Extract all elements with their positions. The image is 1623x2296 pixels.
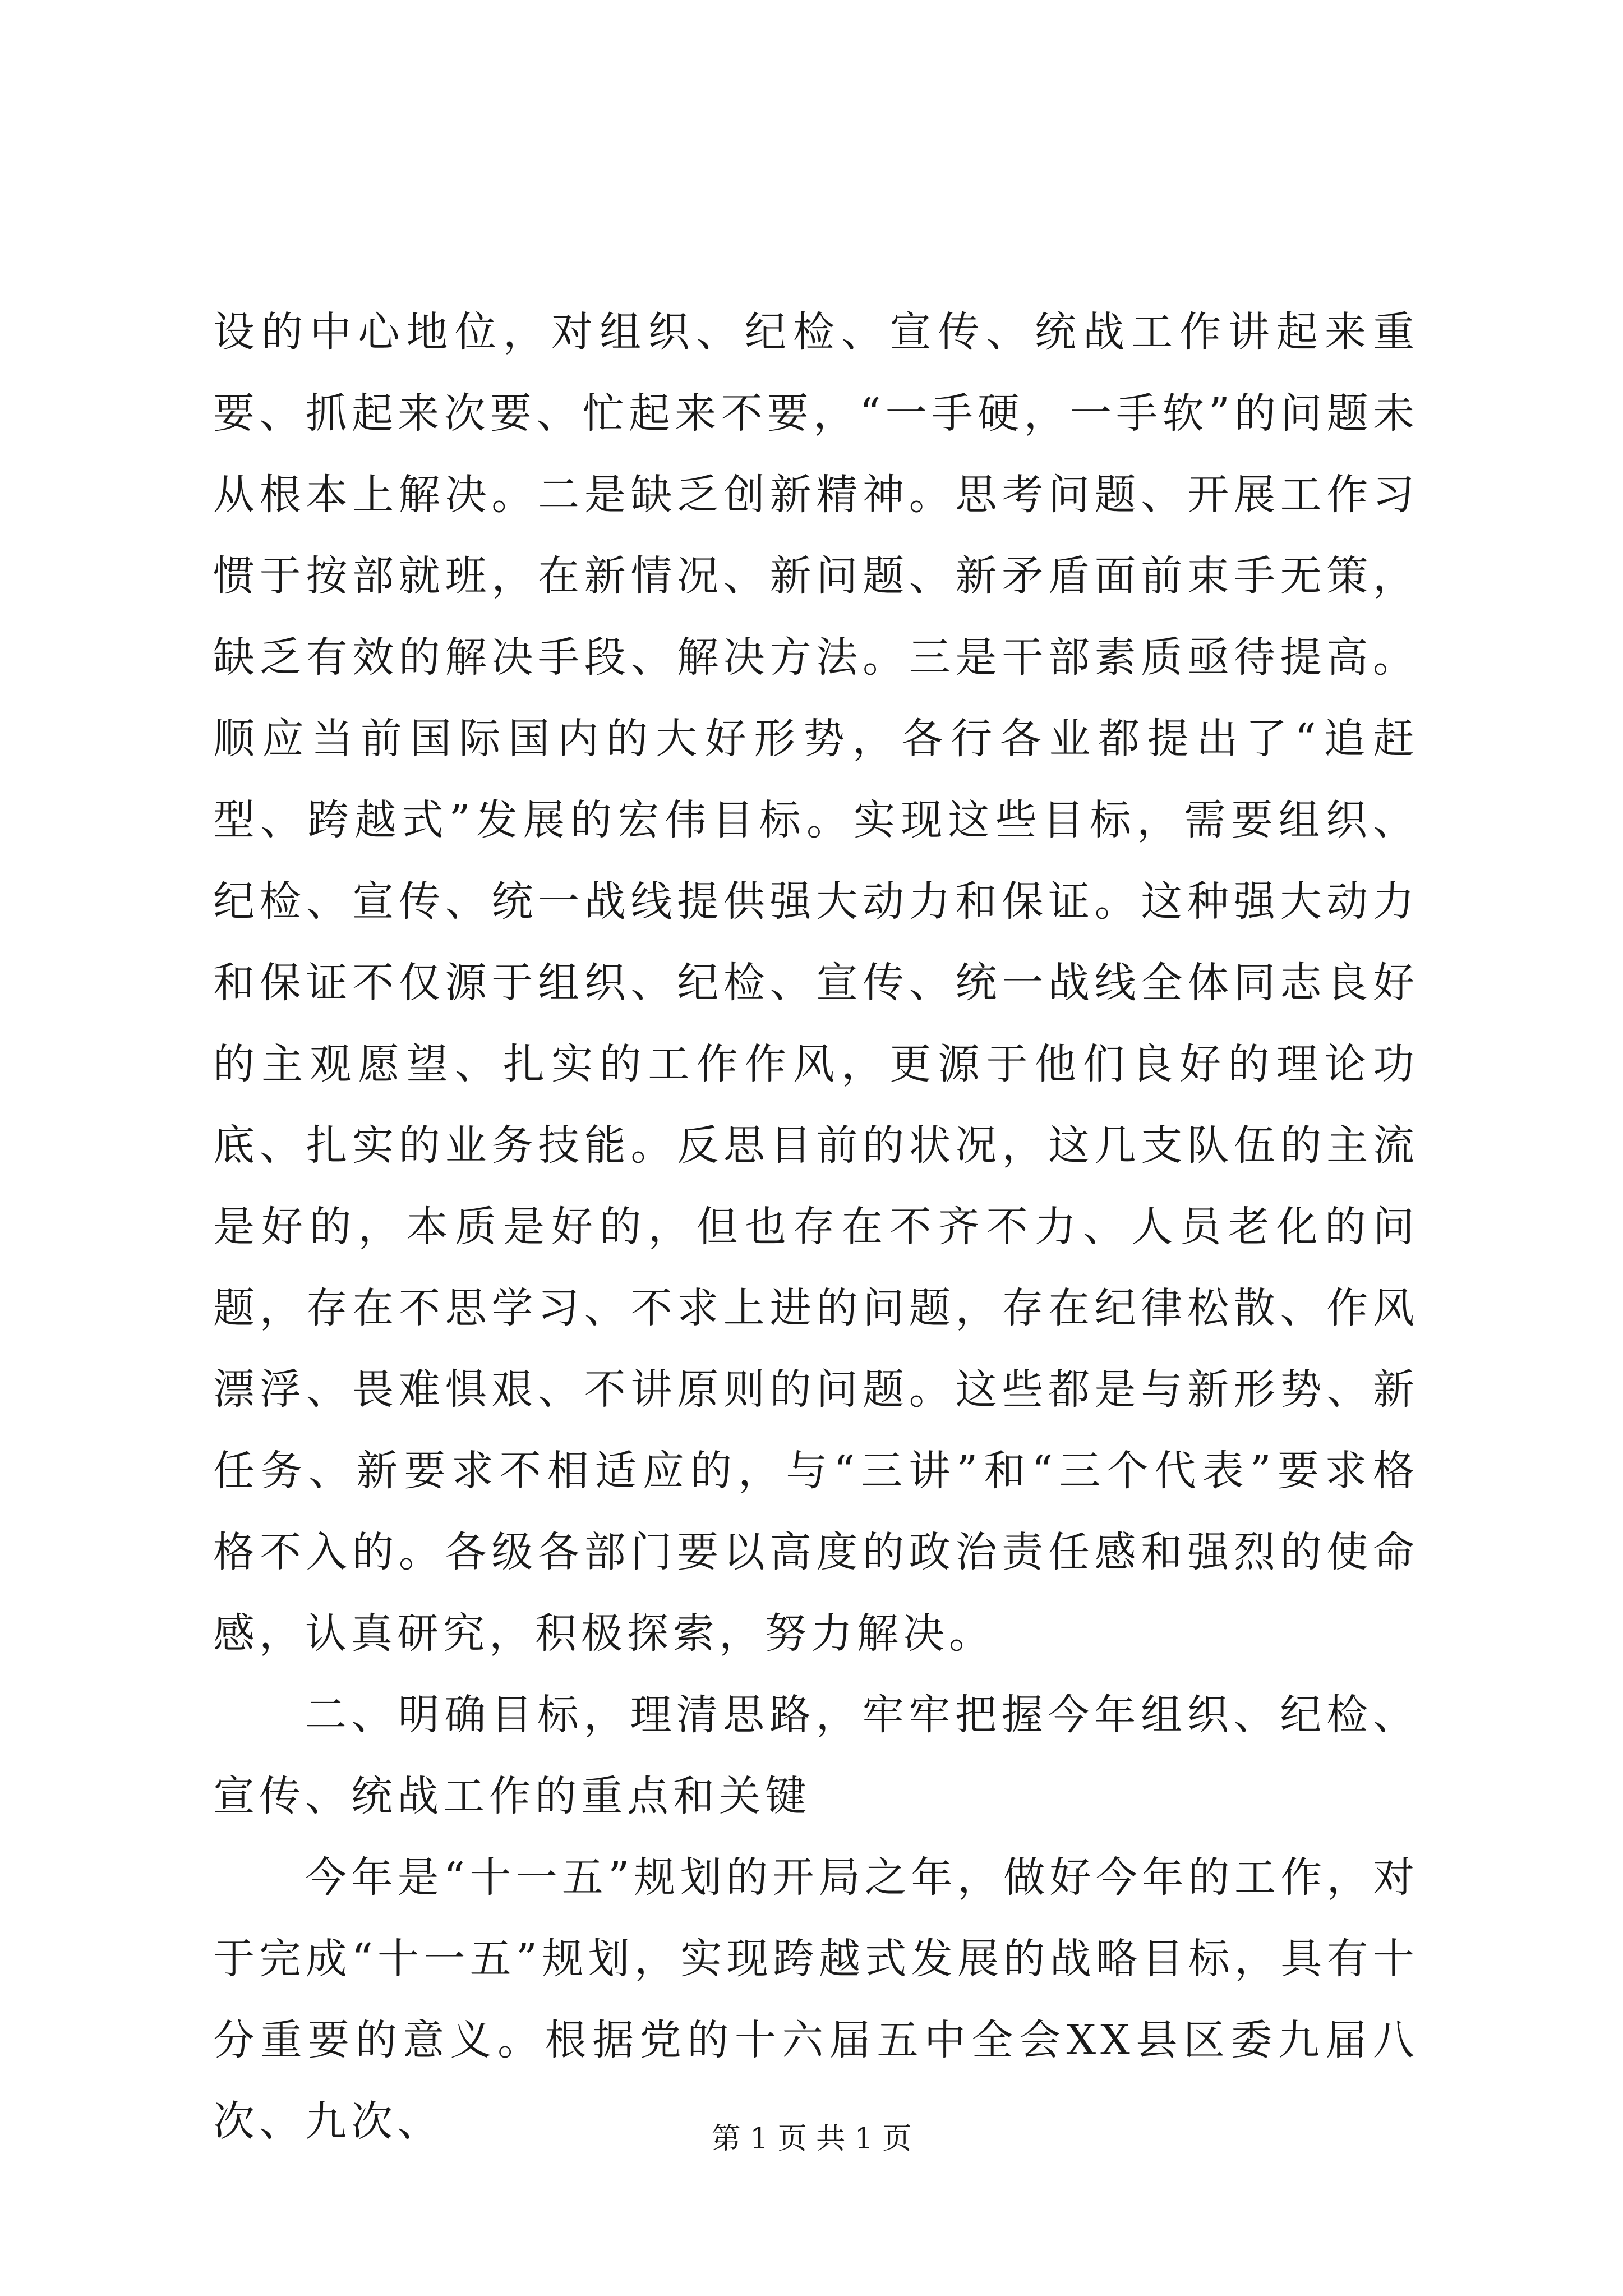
paragraph-continuation: 设的中心地位，对组织、纪检、宣传、统战工作讲起来重要、抓起来次要、忙起来不要，“一手硬，一手软”的问题未从根本上解决。二是缺乏创新精神。思考问题、开展工作习惯于按部就班，在新情况、新问题、新矛盾面前束手无策，缺乏有效的解决手段、解决方法。三是干部素质亟待提高。顺应当前国际国内的大好形势，各行各业都提出了“追赶型、跨越式”发展的宏伟目标。实现这些目标，需要组织、纪检、宣传、统一战线提供强大动力和保证。这种强大动力和保证不仅源于组织、纪检、宣传、统一战线全体同志良好的主观愿望、扎实的工作作风，更源于他们良好的理论功底、扎实的业务技能。反思目前的状况，这几支队伍的主流是好的，本质是好的，但也存在不齐不力、人员老化的问题，存在不思学习、不求上进的问题，存在纪律松散、作风漂浮、畏难惧艰、不讲原则的问题。这些都是与新形势、新任务、新要求不相适应的，与“三讲”和“三个代表”要求格格不入的。各级各部门要以高度的政治责任感和强烈的使命感，认真研究，积极探索，努力解决。	[213, 308, 1419, 1658]
document-body	[213, 292, 1419, 2162]
page-footer: 第 1 页 共 1 页	[711, 2122, 912, 2156]
paragraph: 今年是“十一五”规划的开局之年，做好今年的工作，对于完成“十一五”规划，实现跨越式发展的战略目标，具有十分重要的意义。根据党的十六届五中全会XX县区委九届八次、九次、	[213, 1853, 1419, 2146]
section-heading: 二、明确目标，理清思路，牢牢把握今年组织、纪检、宣传、统战工作的重点和关键	[213, 1691, 1419, 1820]
